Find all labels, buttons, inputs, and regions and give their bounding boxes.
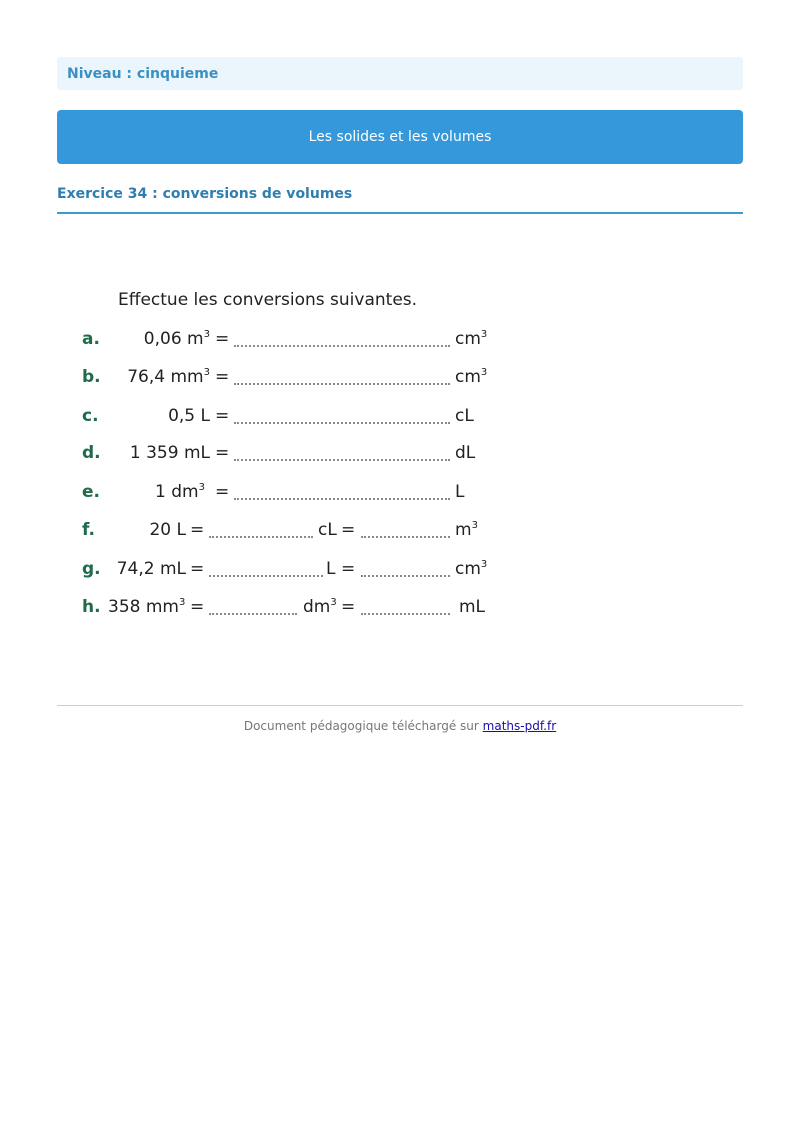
equals-sign-2: = [341, 597, 356, 617]
answer-blank-1 [209, 613, 297, 615]
item-quantity: 358 $mm^3$ [108, 597, 186, 617]
exercise-item-d [0, 443, 800, 467]
intermediate-unit: L [326, 559, 336, 579]
item-letter: f. [82, 520, 95, 540]
chapter-title-bar [57, 110, 743, 164]
equals-sign-2: = [341, 520, 356, 540]
equals-sign: = [190, 520, 205, 540]
item-quantity: 0,5 L [168, 406, 210, 426]
answer-blank-2 [361, 575, 450, 577]
target-unit: cL [455, 406, 474, 426]
target-unit: mL [459, 597, 486, 617]
item-quantity: 1 $dm^3$ [155, 482, 205, 502]
item-quantity: 0,06 $m^3$ [143, 329, 210, 349]
target-unit: $cm^3$ [455, 367, 488, 387]
item-letter: e. [82, 482, 100, 502]
answer-blank-2 [361, 613, 450, 615]
equals-sign: = [215, 367, 230, 387]
equals-sign: = [190, 597, 205, 617]
intermediate-unit: cL [318, 520, 337, 540]
target-unit: $cm^3$ [455, 329, 488, 349]
item-letter: d. [82, 443, 101, 463]
exercise-item-g [0, 559, 800, 583]
target-unit: dL [455, 443, 476, 463]
item-quantity: 76,4 $mm^3$ [127, 367, 210, 387]
footer-text: Document pédagogique téléchargé sur [243, 719, 479, 733]
exercise-title: Exercice 34 : conversions de volumes [57, 186, 353, 202]
answer-blank-2 [361, 536, 450, 538]
equals-sign: = [190, 559, 205, 579]
answer-blank [234, 345, 450, 347]
level-label: Niveau : cinquieme [67, 65, 219, 82]
target-unit: L [455, 482, 465, 502]
equals-sign: = [215, 482, 230, 502]
exercise-item-c [0, 406, 800, 430]
level-banner [57, 57, 743, 90]
answer-blank [234, 383, 450, 385]
item-letter: h. [82, 597, 101, 617]
equals-sign: = [215, 406, 230, 426]
item-letter: c. [82, 406, 99, 426]
answer-blank [234, 459, 450, 461]
item-letter: a. [82, 329, 100, 349]
footer [0, 719, 800, 733]
exercise-item-f [0, 520, 800, 544]
exercise-item-h [0, 597, 800, 621]
target-unit: $m^3$ [455, 520, 478, 540]
answer-blank-1 [209, 536, 313, 538]
equals-sign-2: = [341, 559, 356, 579]
intermediate-unit: $dm^3$ [303, 597, 337, 617]
answer-blank [234, 422, 450, 424]
exercise-item-e [0, 482, 800, 506]
answer-blank-1 [209, 575, 323, 577]
item-quantity: 20 L [149, 520, 186, 540]
equals-sign: = [215, 329, 230, 349]
item-quantity: 74,2 mL [116, 559, 186, 579]
chapter-title: Les solides et les volumes [308, 129, 492, 145]
item-letter: b. [82, 367, 101, 387]
exercise-item-b [0, 367, 800, 391]
footer-divider [57, 705, 743, 706]
exercise-instruction: Effectue les conversions suivantes. [118, 290, 418, 310]
exercise-title-underline [57, 212, 743, 214]
item-quantity: 1 359 mL [129, 443, 210, 463]
item-letter: g. [82, 559, 101, 579]
equals-sign: = [215, 443, 230, 463]
exercise-item-a [0, 329, 800, 353]
footer-link[interactable]: maths-pdf.fr [482, 719, 557, 733]
answer-blank [234, 498, 450, 500]
target-unit: $cm^3$ [455, 559, 488, 579]
